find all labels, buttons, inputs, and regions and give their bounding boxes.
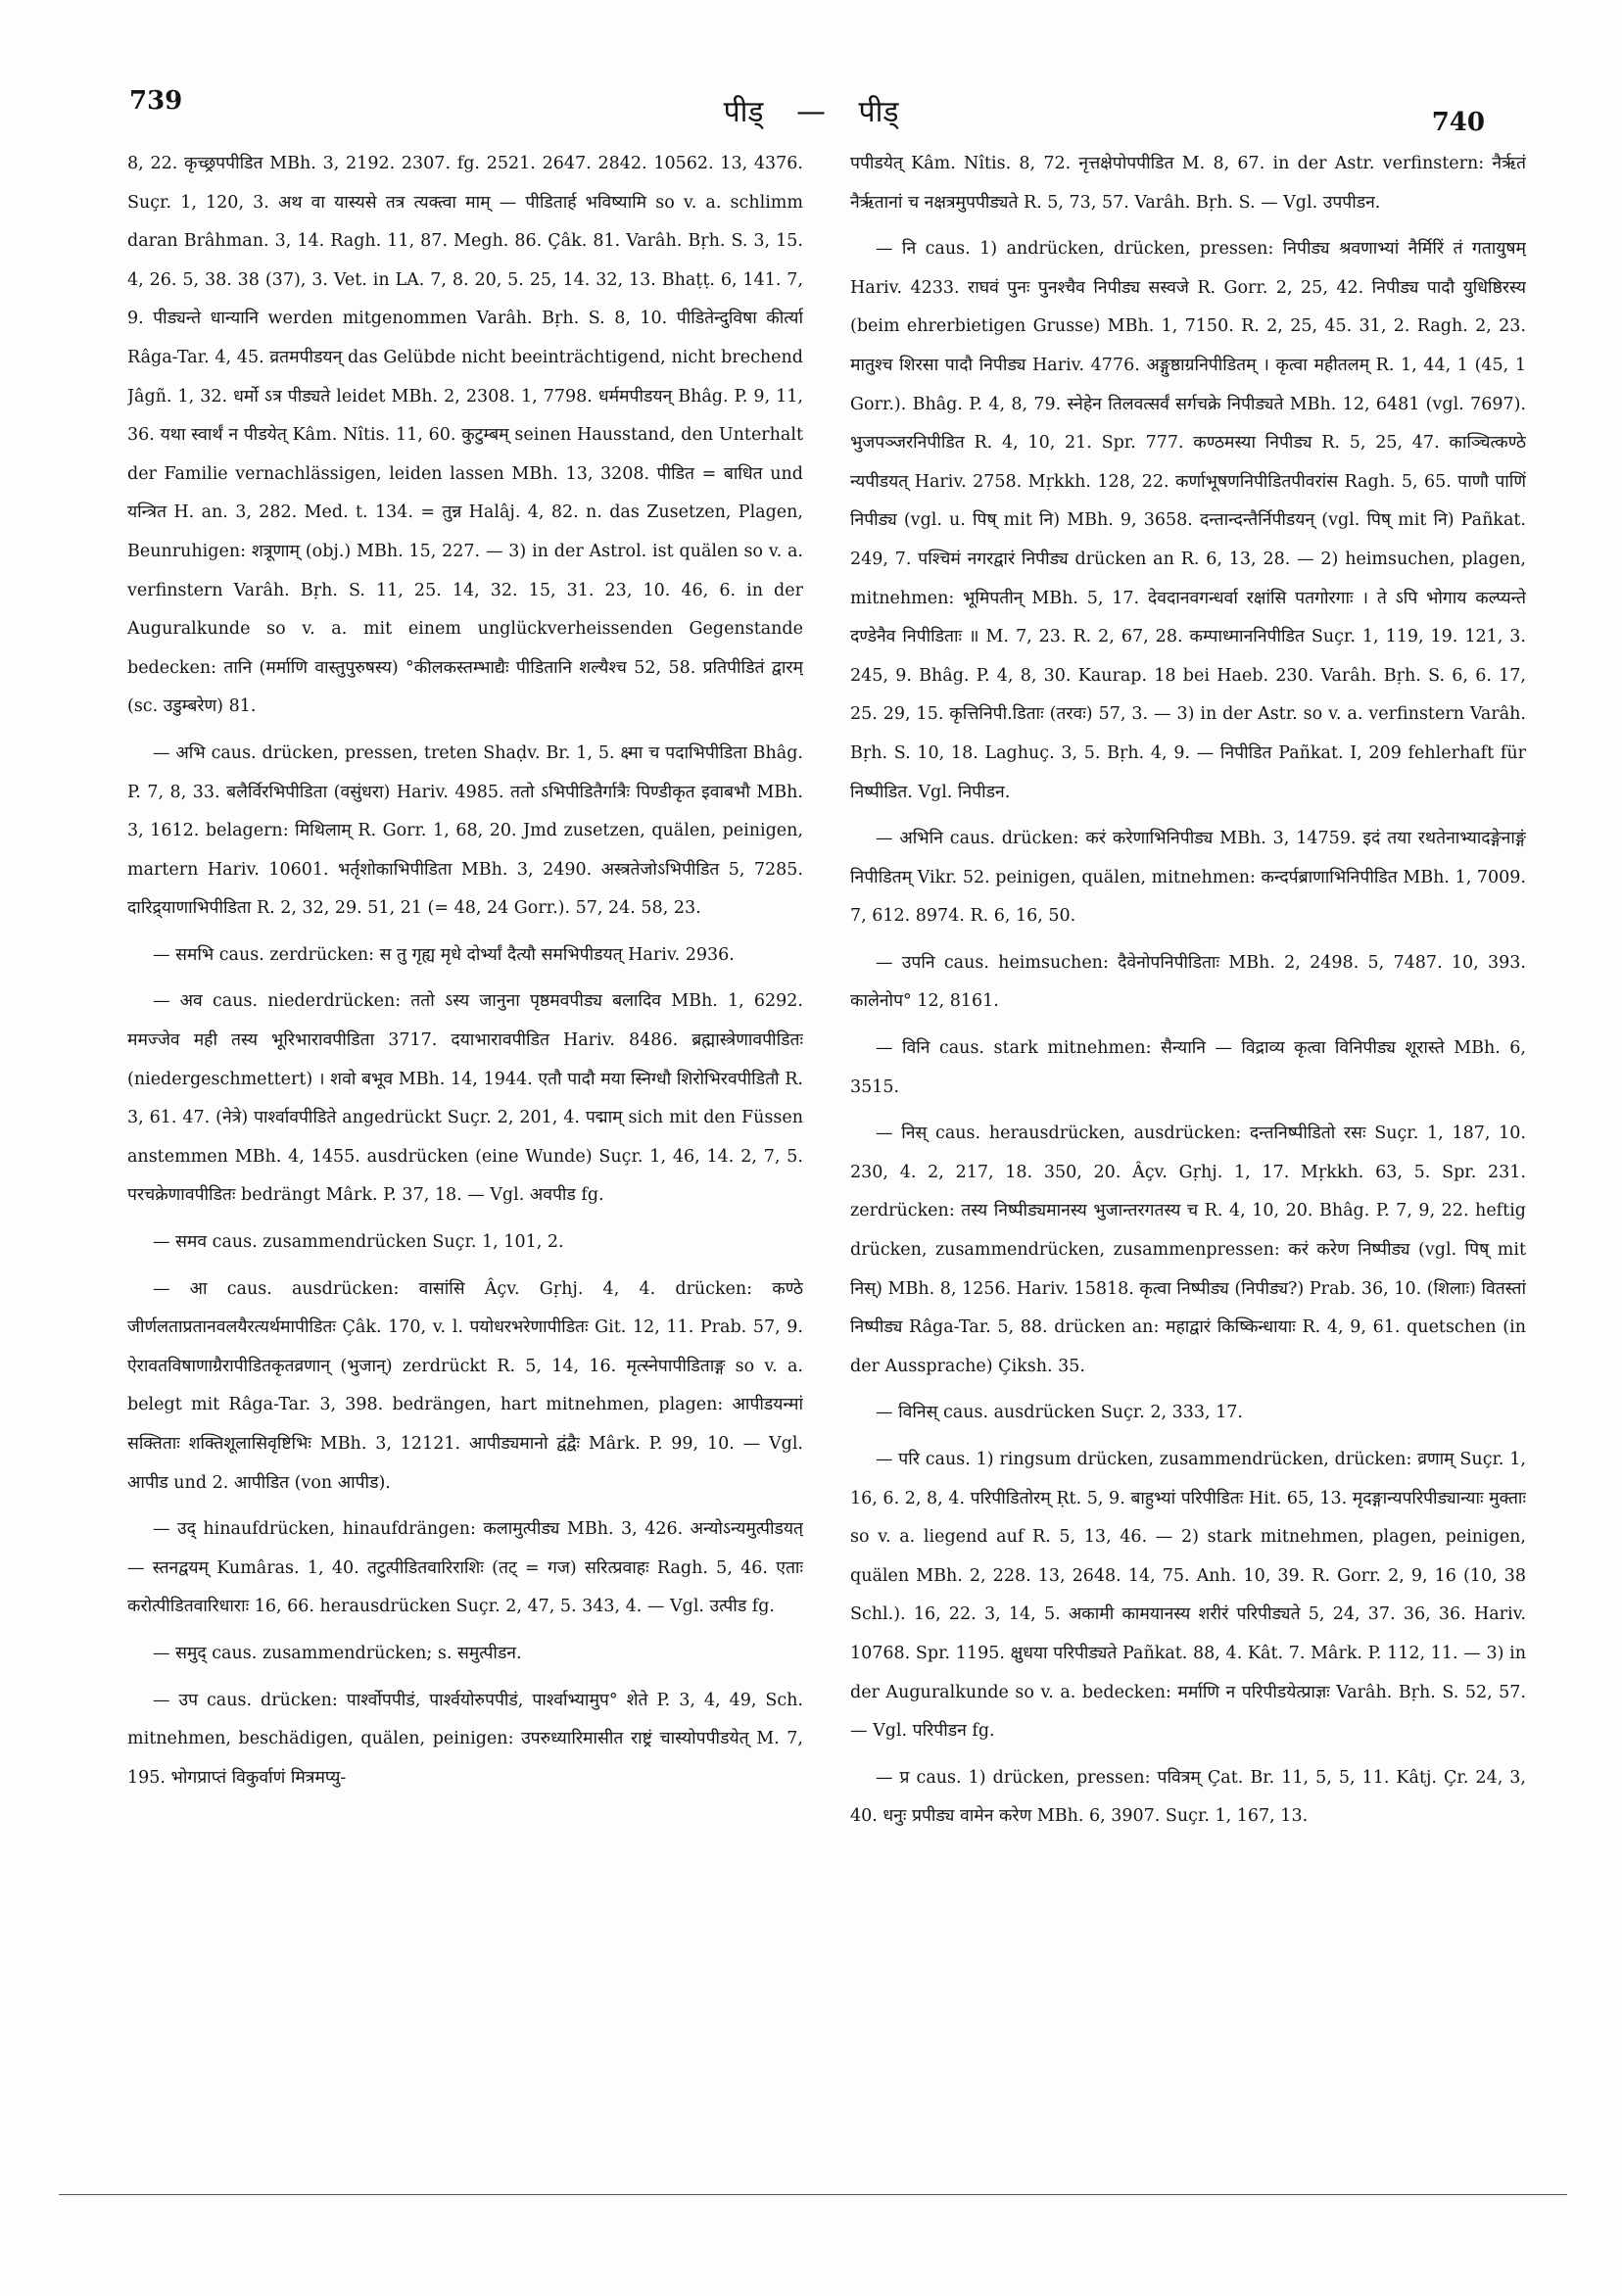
page-number-right: 740	[1431, 108, 1485, 137]
left-column	[127, 145, 803, 2124]
entry-paragraph: — उप caus. drücken: पार्श्वोपपीडं, पार्श्वयोरुपपीडं, पार्श्वाभ्यामुप° शेते P. 3, 4, 49, Sch. mitnehmen, beschädigen, quälen, peinigen: उपरुध्यारिमासीत राष्ट्रं चास्योपपीडयेत् M. 7, 195. भोगप्राप्तं विकुर्वाणं मित्रमप्यु-	[127, 1690, 803, 1788]
entry-paragraph: — समुद् caus. zusammendrücken; s. समुत्पीडन.	[153, 1643, 522, 1663]
entry-paragraph: — उद् hinaufdrücken, hinaufdrängen: कलामुत्पीड्य MBh. 3, 426. अन्योऽन्यमुत्पीडयत् — स्तनद्वयम् Kumâras. 1, 40. तटुत्पीडितवारिराशिः (तट् = गज) सरित्प्रवाहः Ragh. 5, 46. एताः करोत्पीडितवारिधाराः 16, 66. herausdrücken Suçr. 2, 47, 5. 343, 4. — Vgl. उत्पीड fg.	[127, 1519, 803, 1617]
running-head-left: पीड्	[723, 95, 764, 129]
entry-paragraph: — नि caus. 1) andrücken, drücken, pressen: निपीड्य श्रवणाभ्यां नैर्मिरिं तं गतायुषम् Hariv. 4233. राघवं पुनः पुनश्चैव निपीड्य सस्वजे R. Gorr. 2, 25, 42. निपीड्य पादौ युधिष्ठिरस्य (beim ehrerbietigen Grusse) MBh. 1, 7150. R. 2, 25, 45. 31, 2. Ragh. 2, 23. मातुश्च शिरसा पादौ निपीड्य Hariv. 4776. अङ्गुष्ठाग्रनिपीडितम् । कृत्वा महीतलम् R. 1, 44, 1 (45, 1 Gorr.). Bhâg. P. 4, 8, 79. स्नेहेन तिलवत्सर्वं सर्गचक्रे निपीड्यते MBh. 12, 6481 (vgl. 7697). भुजपञ्जरनिपीडित R. 4, 10, 21. Spr. 777. कण्ठमस्या निपीड्य R. 5, 25, 47. काञ्चित्कण्ठे न्यपीडयत् Hariv. 2758. Mṛkkh. 128, 22. कर्णाभूषणनिपीडितपीवरांस Ragh. 5, 65. पाणौ पाणिं निपीड्य (vgl. u. पिष् mit नि) MBh. 9, 3658. दन्तान्दन्तैर्निपीडयन् (vgl. पिष् mit नि) Pañkat. 249, 7. पश्चिमं नगरद्वारं निपीड्य drücken an R. 6, 13, 28. — 2) heimsuchen, plagen, mitnehmen: भूमिपतीन् MBh. 5, 17. देवदानवगन्धर्वा रक्षांसि पतगोरगाः । ते ऽपि भोगाय कल्प्यन्ते दण्डेनैव निपीडिताः ॥ M. 7, 23. R. 2, 67, 28. कम्पाध्माननिपीडित Suçr. 1, 119, 19. 121, 3. 245, 9. Bhâg. P. 4, 8, 30. Kaurap. 18 bei Haeb. 230. Varâh. Bṛh. S. 6, 6. 17, 25. 29, 15. कृत्तिनिपी.डिताः (तरवः) 57, 3. — 3) in der Astr. so v. a. verfinstern Varâh. Bṛh. S. 10, 18. Laghuç. 3, 5. Bṛh. 4, 9. — निपीडित Pañkat. I, 209 fehlerhaft für निष्पीडित. Vgl. निपीडन.	[850, 239, 1526, 802]
footer-rule	[59, 2194, 1567, 2195]
running-head-dash: —	[796, 95, 826, 129]
entry-paragraph: — अभि caus. drücken, pressen, treten Shaḍv. Br. 1, 5. क्ष्मा च पदाभिपीडिता Bhâg. P. 7, 8, 33. बलैर्विरभिपीडिता (वसुंधरा) Hariv. 4985. ततो ऽभिपीडितैर्गात्रैः पिण्डीकृत इवाबभौ MBh. 3, 1612. belagern: मिथिलाम् R. Gorr. 1, 68, 20. Jmd zusetzen, quälen, peinigen, martern Hariv. 10601. भर्तृशोकाभिपीडिता MBh. 3, 2490. अस्त्रतेजोऽभिपीडित 5, 7285. दारिद्र्याणाभिपीडिता R. 2, 32, 29. 51, 21 (= 48, 24 Gorr.). 57, 24. 58, 23.	[127, 742, 803, 919]
entry-paragraph: 8, 22. कृच्छ्रपपीडित MBh. 3, 2192. 2307. fg. 2521. 2647. 2842. 10562. 13, 4376. Suçr. 1, 120, 3. अथ वा यास्यसे तत्र त्यक्त्वा माम् — पीडितार्ह भविष्यामि so v. a. schlimm daran Brâhman. 3, 14. Ragh. 11, 87. Megh. 86. Çâk. 81. Varâh. Bṛh. S. 3, 15. 4, 26. 5, 38. 38 (37), 3. Vet. in LA. 7, 8. 20, 5. 25, 14. 32, 13. Bhaṭṭ. 6, 141. 7, 9. पीड्यन्ते धान्यानि werden mitgenommen Varâh. Bṛh. S. 8, 10. पीडितेन्दुविषा कीर्त्या Râga-Tar. 4, 45. व्रतमपीडयन् das Gelübde nicht beeinträchtigend, nicht brechend Jâgñ. 1, 32. धर्मो ऽत्र पीड्यते leidet MBh. 2, 2308. 1, 7798. धर्ममपीडयन् Bhâg. P. 9, 11, 36. यथा स्वार्थं न पीडयेत् Kâm. Nîtis. 11, 60. कुटुम्बम् seinen Hausstand, den Unterhalt der Familie vernachlässigen, leiden lassen MBh. 13, 3208. पीडित = बाधित und यन्त्रित H. an. 3, 282. Med. t. 134. = तुन्न Halâj. 4, 82. n. das Zusetzen, Plagen, Beunruhigen: शत्रूणाम् (obj.) MBh. 15, 227. — 3) in der Astrol. ist quälen so v. a. verfinstern Varâh. Bṛh. S. 11, 25. 14, 32. 15, 31. 23, 10. 46, 6. in der Auguralkunde so v. a. mit einem unglückverheissenden Gegenstande bedecken: तानि (मर्माणि वास्तुपुरुषस्य) °कीलकस्तम्भाद्यैः पीडितानि शल्यैश्च 52, 58. प्रतिपीडितं द्वारम् (sc. उडुम्बरेण) 81.	[127, 154, 803, 717]
entry-paragraph: पपीडयेत् Kâm. Nîtis. 8, 72. नृत्तक्षेपोपपीडित M. 8, 67. in der Astr. verfinstern: नैर्ऋतं नैर्ऋतानां च नक्षत्रमुपपीड्यते R. 5, 73, 57. Varâh. Bṛh. S. — Vgl. उपपीडन.	[850, 154, 1526, 213]
page-number-left: 739	[129, 86, 183, 116]
entry-paragraph: — अव caus. niederdrücken: ततो ऽस्य जानुना पृष्ठमवपीड्य बलादिव MBh. 1, 6292. ममज्जेव मही तस्य भूरिभारावपीडिता 3717. दयाभारावपीडित Hariv. 8486. ब्रह्मास्त्रेणावपीडितः (niedergeschmettert) । शवो बभूव MBh. 14, 1944. एतौ पादौ मया स्निग्धौ शिरोभिरवपीडितौ R. 3, 61. 47. (नेत्रे) पार्श्वावपीडिते angedrückt Suçr. 2, 201, 4. पद्माम् sich mit den Füssen anstemmen MBh. 4, 1455. ausdrücken (eine Wunde) Suçr. 1, 46, 14. 2, 7, 5. परचक्रेणावपीडितः bedrängt Mârk. P. 37, 18. — Vgl. अवपीड fg.	[127, 991, 803, 1206]
entry-paragraph: — उपनि caus. heimsuchen: दैवेनोपनिपीडिताः MBh. 2, 2498. 5, 7487. 10, 393. कालेनोप° 12, 8161.	[850, 952, 1526, 1012]
entry-paragraph: — समभि caus. zerdrücken: स तु गृह्य मृधे दोर्भ्यां दैत्यौ समभिपीडयत् Hariv. 2936.	[153, 944, 735, 965]
entry-paragraph: — प्र caus. 1) drücken, pressen: पवित्रम् Çat. Br. 11, 5, 5, 11. Kâtj. Çr. 24, 3, 40. धनुः प्रपीड्य वामेन करेण MBh. 6, 3907. Suçr. 1, 167, 13.	[850, 1767, 1526, 1827]
entry-paragraph: — समव caus. zusammendrücken Suçr. 1, 101, 2.	[153, 1232, 564, 1253]
entry-paragraph: — निस् caus. herausdrücken, ausdrücken: दन्तनिष्पीडितो रसः Suçr. 1, 187, 10. 230, 4. 2, 217, 18. 350, 20. Âçv. Gṛhj. 1, 17. Mṛkkh. 63, 5. Spr. 231. zerdrücken: तस्य निष्पीड्यमानस्य भुजान्तरगतस्य च R. 4, 10, 20. Bhâg. P. 7, 9, 22. heftig drücken, zusammendrücken, zusammenpressen: करं करेण निष्पीड्य (vgl. पिष् mit निस्) MBh. 8, 1256. Hariv. 15818. कृत्वा निष्पीड्य (निपीड्य?) Prab. 36, 10. (शिलाः) वितस्तां निष्पीड्य Râga-Tar. 5, 88. drücken an: महाद्वारं किष्किन्धायाः R. 4, 9, 61. quetschen (in der Aussprache) Çiksh. 35.	[850, 1124, 1526, 1376]
running-head-right: पीड्	[858, 95, 899, 129]
entry-paragraph: — विनिस् caus. ausdrücken Suçr. 2, 333, 17.	[876, 1403, 1243, 1423]
running-head	[0, 90, 1622, 130]
entry-paragraph: — आ caus. ausdrücken: वासांसि Âçv. Gṛhj. 4, 4. drücken: कण्ठे जीर्णलताप्रतानवलयैरत्यर्थमापीडितः Çâk. 170, v. l. पयोधरभरेणापीडितः Git. 12, 11. Prab. 57, 9. ऐरावतविषाणाग्रैरापीडितकृतव्रणान् (भुजान्) zerdrückt R. 5, 14, 16. मृत्स्नेपापीडिताङ्ग so v. a. belegt mit Râga-Tar. 3, 398. bedrängen, hart mitnehmen, plagen: आपीडयन्मां सक्तिताः शक्तिशूलासिवृष्टिभिः MBh. 3, 12121. आपीड्यमानो द्वंद्वैः Mârk. P. 99, 10. — Vgl. आपीड und 2. आपीडित (von आपीड).	[127, 1278, 803, 1493]
entry-paragraph: — विनि caus. stark mitnehmen: सैन्यानि — विद्राव्य कृत्वा विनिपीड्य शूरास्ते MBh. 6, 3515.	[850, 1038, 1526, 1097]
entry-paragraph: — परि caus. 1) ringsum drücken, zusammendrücken, drücken: व्रणाम् Suçr. 1, 16, 6. 2, 8, 4. परिपीडितोरम् Ṛt. 5, 9. बाहुभ्यां परिपीडितः Hit. 65, 13. मृदङ्गान्यपरिपीड्यान्याः मुक्ताः so v. a. liegend auf R. 5, 13, 46. — 2) stark mitnehmen, plagen, peinigen, quälen MBh. 2, 228. 13, 2648. 14, 75. Anh. 10, 39. R. Gorr. 2, 9, 16 (10, 38 Schl.). 16, 22. 3, 14, 5. अकामी कामयानस्य शरीरं परिपीड्यते 5, 24, 37. 36, 36. Hariv. 10768. Spr. 1195. क्षुधया परिपीड्यते Pañkat. 88, 4. Kât. 7. Mârk. P. 112, 11. — 3) in der Auguralkunde so v. a. bedecken: मर्माणि न परिपीडयेत्प्राज्ञः Varâh. Bṛh. S. 52, 57. — Vgl. परिपीडन fg.	[850, 1450, 1526, 1742]
right-column	[850, 145, 1526, 2124]
entry-paragraph: — अभिनि caus. drücken: करं करेणाभिनिपीड्य MBh. 3, 14759. इदं तया रथतेनाभ्यादङ्गेनाङ्गं निपीडितम् Vikr. 52. peinigen, quälen, mitnehmen: कन्दर्पब्राणाभिनिपीडित MBh. 1, 7009. 7, 612. 8974. R. 6, 16, 50.	[850, 829, 1526, 927]
